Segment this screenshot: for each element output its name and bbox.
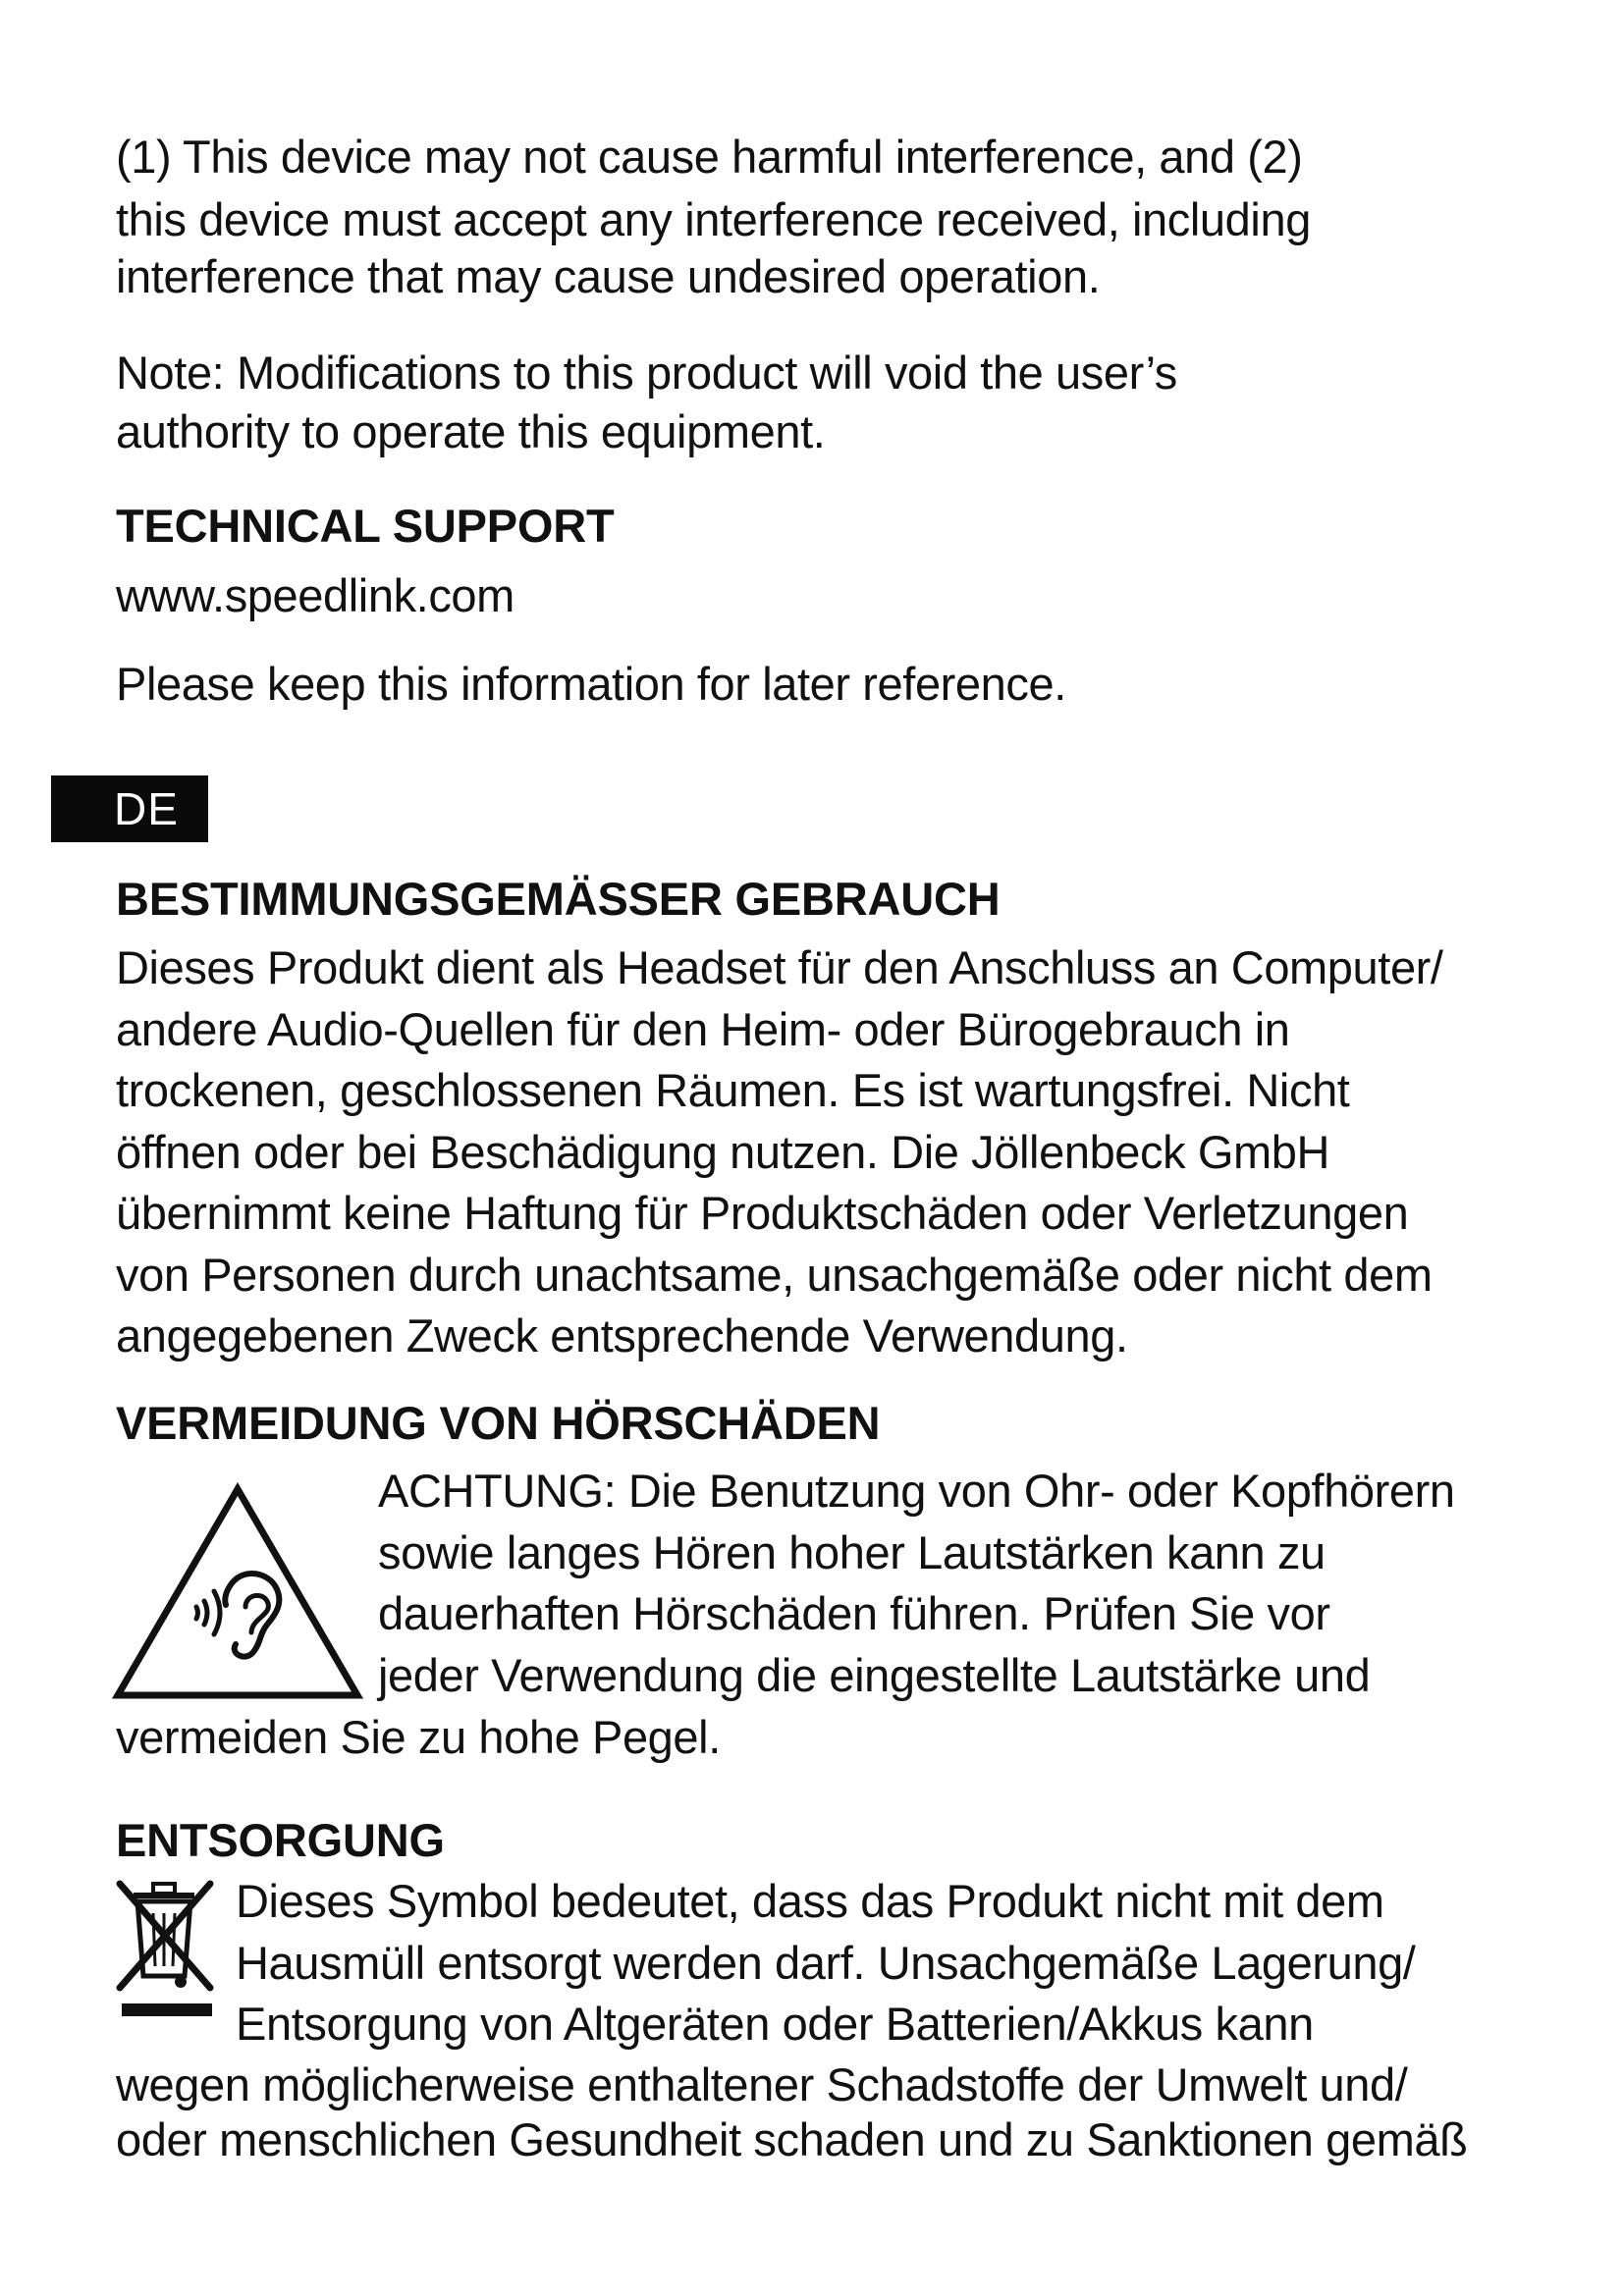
text-line: this device must accept any interference received, including [116, 193, 1311, 245]
text-line: übernimmt keine Haftung für Produktschäden oder Verletzungen [116, 1187, 1409, 1239]
text-line: sowie langes Hören hoher Lautstärken kann zu [378, 1525, 1326, 1578]
text-line: öffnen oder bei Beschädigung nutzen. Die Jöllenbeck GmbH [116, 1125, 1330, 1178]
text-line: Hausmüll entsorgt werden darf. Unsachgemäße Lagerung/ [236, 1936, 1416, 1989]
hearing-damage-heading: VERMEIDUNG VON HÖRSCHÄDEN [116, 1397, 881, 1449]
technical-support-heading: TECHNICAL SUPPORT [116, 500, 615, 552]
hearing-warning-last-line: vermeiden Sie zu hohe Pegel. [116, 1711, 721, 1763]
text-line: jeder Verwendung die eingestellte Lautstärke und [378, 1648, 1371, 1701]
keep-information-text: Please keep this information for later reference. [116, 658, 1066, 710]
text-line: Entsorgung von Altgeräten oder Batterien/Akkus kann [236, 1998, 1314, 2050]
fcc-conditions-paragraph [116, 126, 1540, 308]
modification-note [116, 344, 1540, 461]
text-line: Dieses Produkt dient als Headset für den Anschluss an Computer/ [116, 941, 1443, 993]
disposal-paragraph-full [116, 2057, 1540, 2167]
text-line: dauerhaften Hörschäden führen. Prüfen Sie vor [378, 1587, 1330, 1639]
text-line: Dieses Symbol bedeutet, dass das Produkt nicht mit dem [236, 1875, 1384, 1927]
text-line: authority to operate this equipment. [116, 405, 826, 457]
hearing-warning-paragraph [378, 1461, 1556, 1706]
intended-use-paragraph [116, 937, 1540, 1367]
text-line: trockenen, geschlossenen Räumen. Es ist wartungsfrei. Nicht [116, 1064, 1350, 1116]
hearing-warning-icon [110, 1477, 365, 1703]
text-line: wegen möglicherweise enthaltener Schadstoffe der Umwelt und/ [116, 2058, 1408, 2110]
text-line: interference that may cause undesired operation. [116, 250, 1101, 302]
disposal-heading: ENTSORGUNG [116, 1814, 445, 1866]
text-line: (1) This device may not cause harmful interference, and (2) [116, 131, 1303, 183]
text-line: angegebenen Zweck entsprechende Verwendung. [116, 1309, 1128, 1362]
text-line: andere Audio-Quellen für den Heim- oder Bürogebrauch in [116, 1002, 1290, 1055]
text-line: von Personen durch unachtsame, unsachgemäße oder nicht dem [116, 1248, 1433, 1301]
text-line: oder menschlichen Gesundheit schaden und zu Sanktionen gemäß [116, 2113, 1468, 2165]
crossed-bin-icon [112, 1870, 222, 2017]
disposal-paragraph-indented [236, 1871, 1561, 2056]
text-line: Note: Modifications to this product will void the user’s [116, 347, 1177, 399]
language-badge-de: DE [51, 775, 208, 842]
text-line: ACHTUNG: Die Benutzung von Ohr- oder Kopfhörern [378, 1465, 1455, 1517]
intended-use-heading: BESTIMMUNGSGEMÄSSER GEBRAUCH [116, 873, 1001, 925]
support-url: www.speedlink.com [116, 569, 514, 621]
